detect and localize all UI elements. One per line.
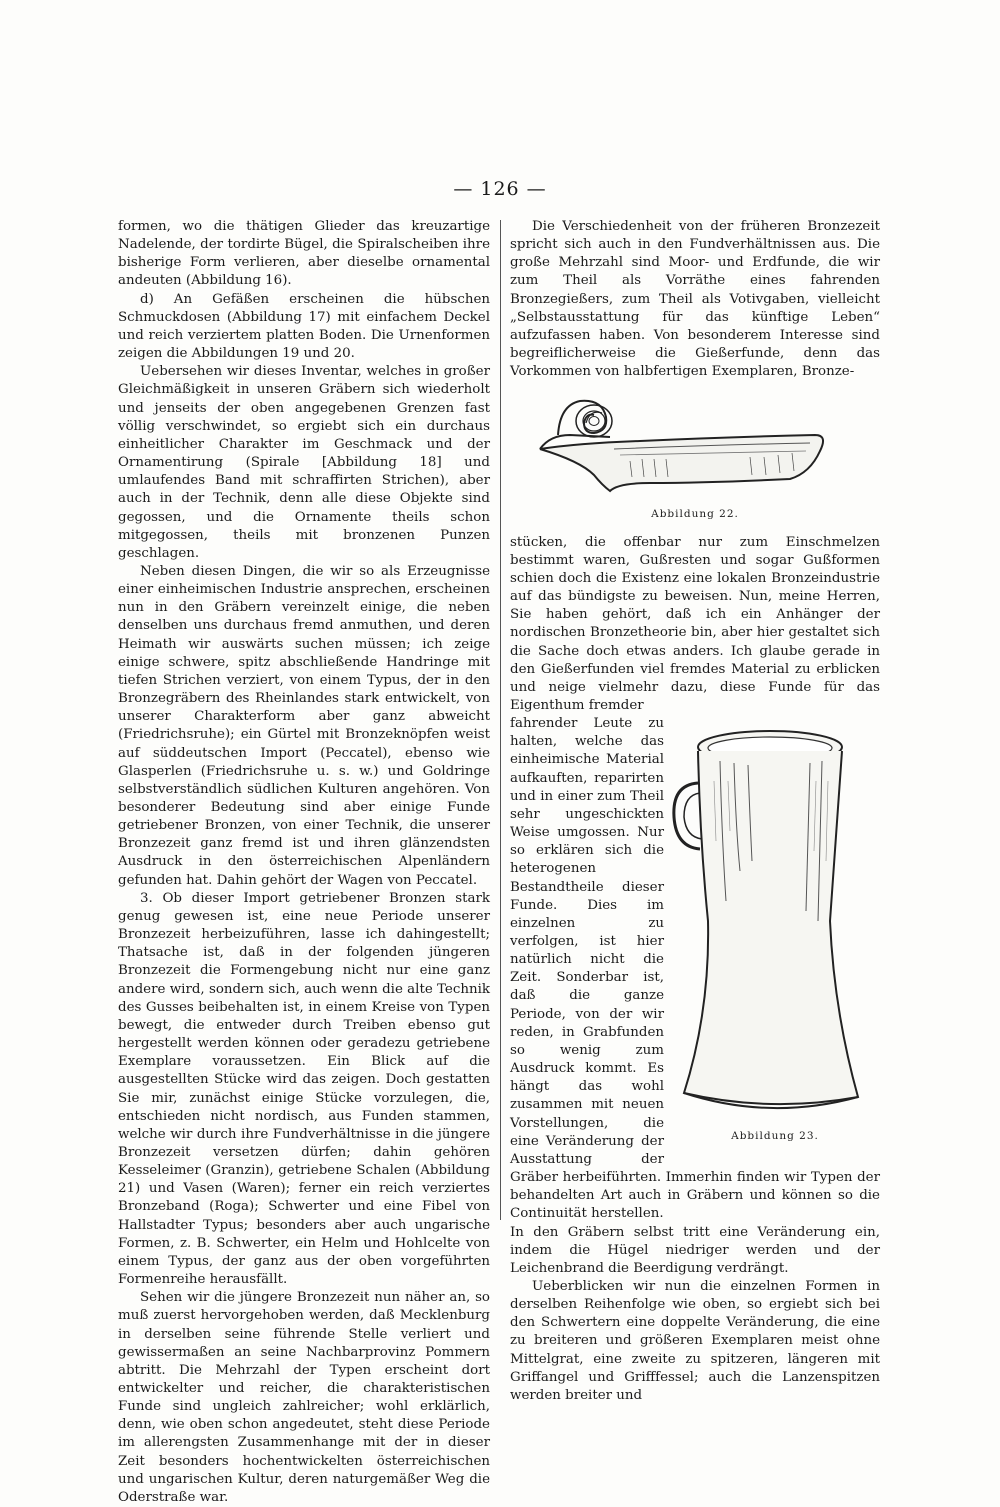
figure-caption: Abbildung 22. xyxy=(651,508,739,521)
paragraph: Uebersehen wir dieses Inventar, welches in großer Gleichmäßigkeit in unseren Gräbern sich wiederholt und jenseits der oben angegebenen Grenzen fast völlig verschwindet, so ergiebt sich ein durchaus einheitlicher Charakter im Geschmack und der Ornamentirung (Spirale [Abbildung 18] und umlaufendes Band mit schraffirten Strichen), aber auch in der Technik, denn alle diese Objekte sind gegossen, und die Ornamente theils schon mitgegossen, theils mit bronzenen Punzen geschlagen. xyxy=(118,364,490,561)
bronze-vessel-illustration xyxy=(670,721,880,1131)
figure-caption: Abbildung 23. xyxy=(731,1129,819,1142)
paragraph: Neben diesen Dingen, die wir so als Erzeugnisse einer einheimischen Industrie ansprechen, erscheinen nun in den Gräbern vereinzelt einige, die neben denselben uns durchaus fremd anmuthen, und deren Heimath wir auswärts suchen müssen; ich zeige einige schwere, spitz abschließende Handringe mit tiefen Strichen verziert, von einem Typus, der in den Bronzegräbern des Rheinlandes stark entwickelt, von unserer Charakterform aber ganz abweicht (Friedrichsruhe); ein Gürtel mit Bronzeknöpfen weist auf süddeutschen Import (Peccatel), ebenso wie Glasperlen (Friedrichsruhe u. s. w.) und Goldringe selbstverständlich südlichen Kulturen angehören. Von besonderer Bedeutung sind aber einige Funde getriebener Bronzen, von einer Technik, die unserer Bronzezeit ganz fremd ist und ihren glänzendsten Ausdruck in den österreichischen Alpenländern gefunden hat. Dahin gehört der Wagen von Peccatel. xyxy=(118,563,490,888)
figure-23-bronze-vessel xyxy=(670,721,880,1161)
bronze-ladle-illustration xyxy=(510,391,880,503)
paragraph: Sehen wir die jüngere Bronzezeit nun näher an, so muß zuerst hervorgehoben werden, daß Mecklenburg in derselben seine führende Stelle verliert und gewissermaßen an seine Nachbarprovinz Pommern abtritt. Die Mehrzahl der Typen erscheint dort entwickelter und reicher, die charakteristischen Funde sind ungleich zahlreicher; wohl erklärlich, denn, wie oben schon angedeutet, steht diese Periode im allerengsten Zusammenhange mit der in dieser Zeit besonders hochentwickelten österreichischen und ungarischen Kultur, deren naturgemäßer Weg die Oderstraße war. xyxy=(118,1290,490,1505)
paragraph: Ueberblicken wir nun die einzelnen Formen in derselben Reihenfolge wie oben, so ergiebt sich bei den Schwertern eine doppelte Veränderung, die eine zu breiteren und größeren Exemplaren meist ohne Mittelgrat, eine zweite zu spitzeren, längeren mit Griffangel und Grifffessel; auch die Lanzenspitzen werden breiter und xyxy=(510,1278,880,1403)
left-column xyxy=(118,218,490,1507)
right-column xyxy=(510,218,880,1405)
column-divider xyxy=(500,220,501,1220)
paragraph: stücken, die offenbar nur zum Einschmelzen bestimmt waren, Gußresten und sogar Gußformen schien doch die Existenz eine lokalen Bronzeindustrie auf das bündigste zu beweisen. Nun, meine Herren, Sie haben gehört, daß ich ein Anhänger der nordischen Bronzetheorie bin, aber hier gestaltet sich die Sache doch etwas anders. Ich glaube gerade in den Gießerfunden viel fremdes Material zu erblicken und neige vielmehr dazu, diese Funde für das Eigenthum fremder xyxy=(510,534,880,713)
paragraph: In den Gräbern selbst tritt eine Veränderung ein, indem die Hügel niedriger werden und der Leichenbrand die Beerdigung verdrängt. xyxy=(510,1224,880,1276)
paragraph: Die Verschiedenheit von der früheren Bronzezeit spricht sich auch in den Fundverhältnissen aus. Die große Mehrzahl sind Moor- und Erdfunde, die wir zum Theil als Vorräthe eines fahrenden Bronzegießers, zum Theil als Votivgaben, vielleicht „Selbstausstattung für das künftige Leben“ aufzufassen haben. Von besonderem Interesse sind begreiflicherweise die Gießerfunde, denn das Vorkommen von halbfertigen Exemplaren, Bronze- xyxy=(510,219,880,380)
paragraph: 3. Ob dieser Import getriebener Bronzen stark genug gewesen ist, eine neue Periode unserer Bronzezeit herbeizuführen, lasse ich dahingestellt; Thatsache ist, daß in der folgenden jüngeren Bronzezeit die Formengebung nicht nur eine ganz andere wird, sondern sich, auch wenn die alte Technik des Gusses beibehalten ist, in einem Kreise von Typen bewegt, die entweder durch Treiben ebenso gut hergestellt werden können oder geradezu getriebene Exemplare voraussetzen. Ein Blick auf die ausgestellten Stücke wird das zeigen. Doch gestatten Sie mir, zunächst einige Stücke vorzulegen, die, entschieden nicht nordisch, aus Funden stammen, welche wir durch ihre Fundverhältnisse in die jüngere Bronzezeit versetzen dürfen; dahin gehören Kesseleimer (Granzin), getriebene Schalen (Abbildung 21) und Vasen (Waren); ferner ein reich verziertes Bronzeband (Roga); Schwerter und eine Fibel von Hallstadter Typus; besonders aber auch ungarische Formen, z. B. Schwerter, ein Helm und Hohlcelte von einem Typus, der ganz aus der oben vorgeführten Formenreihe herausfällt. xyxy=(118,890,490,1288)
page-number: — 126 — xyxy=(453,178,547,200)
paragraph: fahrender Leute zu halten, welche das einheimische Material aufkauften, reparirten und in einer zum Theil sehr ungeschickten Weise umgossen. Nur so erklären sich die heterogenen Bestandtheile dieser Funde. Dies im einzelnen zu verfolgen, ist hier natürlich nicht die Zeit. Sonderbar ist, daß die ganze Periode, von der wir reden, in Grabfunden so wenig zum Ausdruck kommt. Es hängt das wohl zusammen mit neuen Vorstellungen, die eine Veränderung der Ausstattung der Gräber herbeiführten. Immerhin finden wir Typen der behandelten Art auch in Gräbern und können so die Continuität herstellen. xyxy=(510,716,880,1222)
paragraph: d) An Gefäßen erscheinen die hübschen Schmuckdosen (Abbildung 17) mit einfachem Deckel und reich verziertem platten Boden. Die Urnenformen zeigen die Abbildungen 19 und 20. xyxy=(118,291,490,362)
paragraph: formen, wo die thätigen Glieder das kreuzartige Nadelende, der tordirte Bügel, die Spiralscheiben ihre bisherige Form verlieren, aber dieselbe ornamental andeuten (Abbildung 16). xyxy=(118,219,490,289)
figure-22-bronze-ladle xyxy=(510,391,880,503)
